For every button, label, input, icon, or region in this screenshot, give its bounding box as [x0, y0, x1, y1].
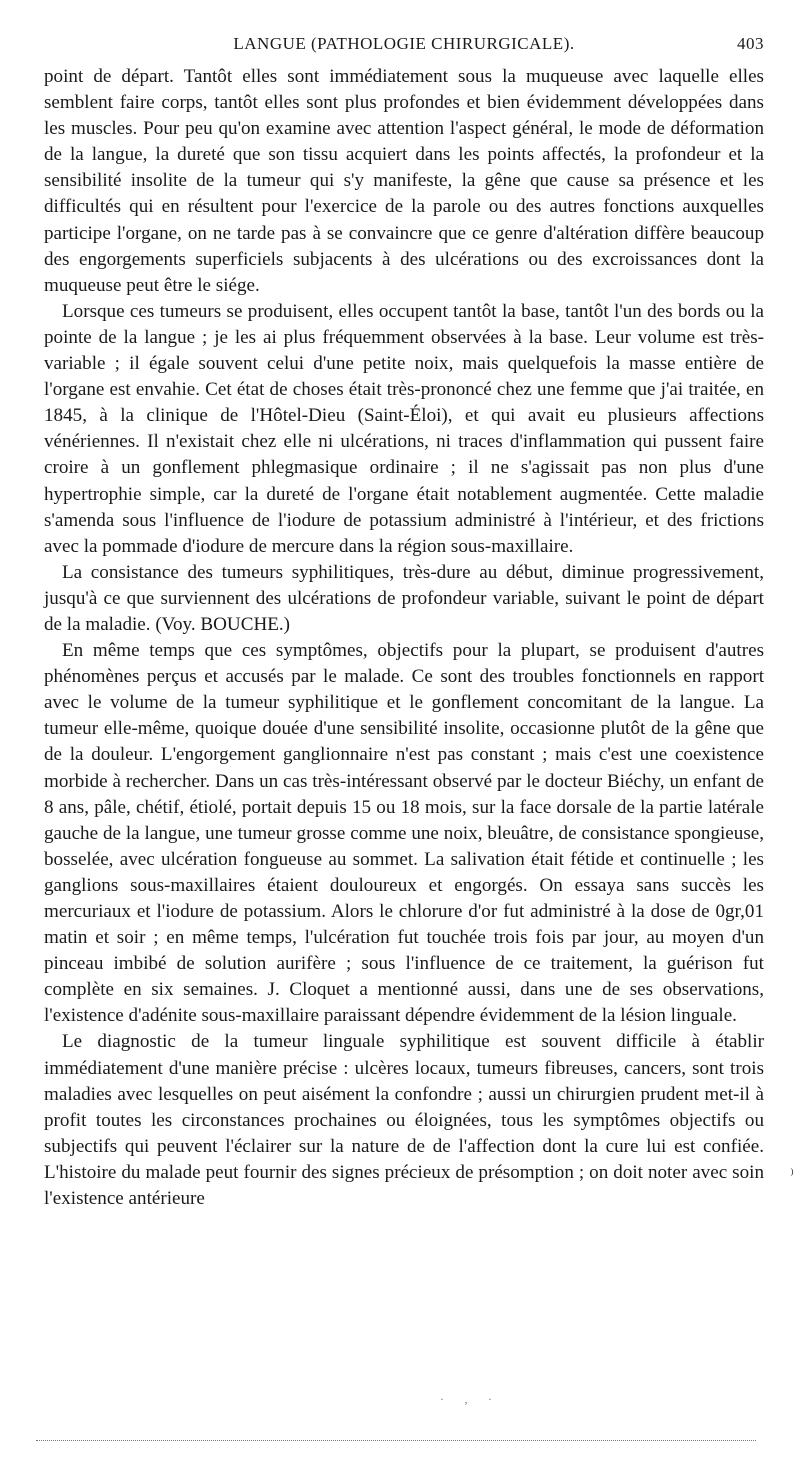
paragraph-3: La consistance des tumeurs syphilitiques, très-dure au début, diminue progressivement, jusqu'à ce que surviennent des ulcérations de profondeur variable, suivant le point de départ de la maladie. (Voy. BOUCHE.): [44, 561, 764, 635]
page-number: 403: [737, 34, 764, 53]
body-text: [44, 64, 764, 1212]
running-head-title: LANGUE (PATHOLOGIE CHIRURGICALE).: [233, 34, 575, 53]
running-head: [44, 32, 764, 56]
paragraph-1: point de départ. Tantôt elles sont immédiatement sous la muqueuse avec laquelle elles semblent faire corps, tantôt elles sont plus profondes et bien évidemment développées dans les muscles. Pour peu qu'on examine avec attention l'aspect général, le mode de déformation de la langue, la dureté que son tissu acquiert dans les points affectés, la profondeur et la sensibilité insolite de la tumeur qui s'y manifeste, la gêne que cause sa présence et les difficultés qui en résultent pour l'exercice de la parole ou des autres fonctions auxquelles participe l'organe, on ne tarde pas à se convaincre que ce genre d'altération diffère beaucoup des engorgements superficiels subjacents à des ulcérations ou des excroissances dont la muqueuse peut être le siége.: [44, 66, 764, 296]
footer-dotted-rule: [36, 1440, 756, 1441]
paragraph-5: Le diagnostic de la tumeur linguale syphilitique est souvent difficile à établir immédiatement d'une manière précise : ulcères locaux, tumeurs fibreuses, cancers, sont trois maladies avec lesquelles on peut aisément la confondre ; aussi un chirurgien prudent met-il à profit toutes les circonstances prochaines ou éloignées, tous les symptômes objectifs ou subjectifs qui peuvent l'éclairer sur la nature de de l'affection dont la cure lui est confiée. L'histoire du malade peut fournir des signes précieux de présomption ; on doit noter avec soin l'existence antérieure: [44, 1031, 764, 1210]
paragraph-2: Lorsque ces tumeurs se produisent, elles occupent tantôt la base, tantôt l'un des bords ou la pointe de la langue ; je les ai plus fréquemment observées à la base. Leur volume est très-variable ; il égale souvent celui d'une petite noix, mais quelquefois la masse entière de l'organe est envahie. Cet état de choses était très-prononcé chez une femme que j'ai traitée, en 1845, à la clinique de l'Hôtel-Dieu (Saint-Éloi), et qui avait eu plusieurs affections vénériennes. Il n'existait chez elle ni ulcérations, ni traces d'inflammation qui pussent faire croire à un gonflement phlegmasique ordinaire ; il ne s'agissait pas non plus d'une hypertrophie simple, car la dureté de l'organe était notablement augmentée. Cette maladie s'amenda sous l'influence de l'iodure de potassium administré à l'intérieur, et des frictions avec la pommade d'iodure de mercure dans la région sous-maxillaire.: [44, 300, 764, 557]
paragraph-4: En même temps que ces symptômes, objectifs pour la plupart, se produisent d'autres phénomènes perçus et accusés par le malade. Ce sont des troubles fonctionnels en rapport avec le volume de la tumeur syphilitique et le gonflement concomitant de la langue. La tumeur elle-même, quoique douée d'une sensibilité insolite, occasionne plutôt de la gêne que de la douleur. L'engorgement ganglionnaire n'est pas constant ; mais c'est une coexistence morbide à rechercher. Dans un cas très-intéressant observé par le docteur Biéchy, un enfant de 8 ans, pâle, chétif, étiolé, portait depuis 15 ou 18 mois, sur la face dorsale de la partie latérale gauche de la langue, une tumeur grosse comme une noix, bleuâtre, de consistance spongieuse, bosselée, avec ulcération fongueuse au sommet. La salivation était fétide et continuelle ; les ganglions sous-maxillaires étaient douloureux et engorgés. On essaya sans succès les mercuriaux et l'iodure de potassium. Alors le chlorure d'or fut administré à la dose de 0gr,01 matin et soir ; en même temps, l'ulcération fut touchée trois fois par jour, au moyen d'un pinceau imbibé de solution aurifère ; sous l'influence de ce traitement, la guérison fut complète en six semaines. J. Cloquet a mentionné aussi, dans une de ses observations, l'existence d'adénite sous-maxillaire paraissant dépendre évidemment de la lésion linguale.: [44, 640, 764, 1027]
margin-scan-mark: ⁾: [790, 1167, 794, 1184]
scan-specks: ·‚·: [440, 1392, 512, 1406]
